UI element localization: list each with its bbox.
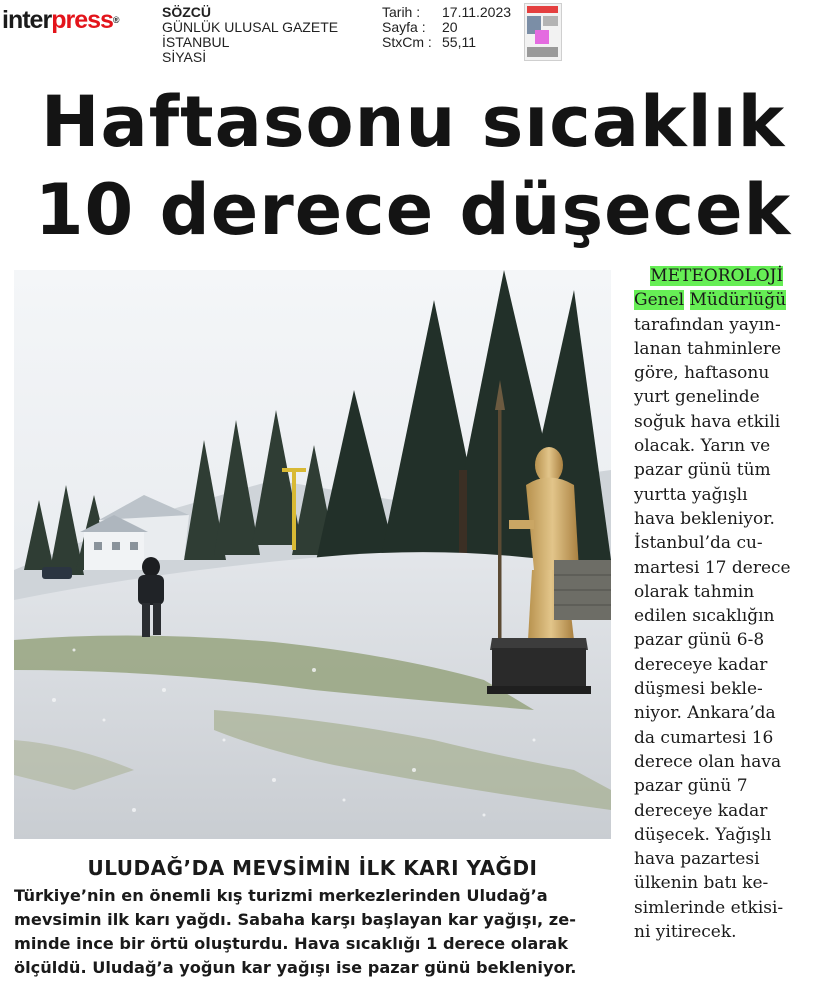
stxcm-label: StxCm : <box>382 34 432 50</box>
body-line: derece olan hava <box>634 751 782 772</box>
body-line: yurtta yağışlı <box>634 484 748 505</box>
body-line: tarafından yayın- <box>634 314 781 335</box>
body-line: simlerinde etkisi- <box>634 897 784 918</box>
highlight-mudurlugu: Müdürlüğü <box>689 290 787 311</box>
caption-line: ölçüldü. Uludağ’a yoğun kar yağışı ise pazar günü bekleniyor. <box>14 958 577 977</box>
body-line <box>634 264 819 288</box>
body-line: pazar günü 6-8 <box>634 630 765 651</box>
body-line <box>634 288 819 312</box>
stxcm-value: 55,11 <box>442 34 476 50</box>
page-value: 20 <box>442 19 458 35</box>
body-line: soğuk hava etkili <box>634 411 781 432</box>
page-row <box>382 20 511 35</box>
body-line: pazar günü 7 <box>634 776 748 797</box>
body-line: olacak. Yarın ve <box>634 436 771 457</box>
publication-city: İSTANBUL <box>162 34 230 50</box>
body-line: pazar günü tüm <box>634 460 771 481</box>
publication-section: SİYASİ <box>162 49 207 65</box>
publication-name: SÖZCÜ <box>162 4 211 20</box>
body-line: düşecek. Yağışlı <box>634 824 772 845</box>
body-line: düşmesi bekle- <box>634 679 763 700</box>
caption-line: minde ince bir örtü oluşturdu. Hava sıcaklığı 1 derece olarak <box>14 934 568 953</box>
headline-line-2: 10 derece düşecek <box>34 169 792 251</box>
logo-part-inter: inter <box>2 6 52 34</box>
body-line: ülkenin batı ke- <box>634 873 769 894</box>
body-line: dereceye kadar <box>634 800 768 821</box>
body-line: da cumartesi 16 <box>634 727 774 748</box>
page-thumbnail[interactable] <box>524 3 562 61</box>
photo-caption-title: ULUDAĞ’DA MEVSİMİN İLK KARI YAĞDI <box>87 856 538 880</box>
body-line: göre, haftasonu <box>634 363 770 384</box>
caption-line: Türkiye’nin en önemli kış turizmi merkezlerinden Uludağ’a <box>14 886 548 905</box>
body-line: yurt genelinde <box>634 387 760 408</box>
body-line: martesi 17 derece <box>634 557 791 578</box>
highlight-genel: Genel <box>634 290 685 311</box>
clipping-info <box>382 5 511 50</box>
publication-type: GÜNLÜK ULUSAL GAZETE <box>162 19 339 35</box>
body-line: ni yitirecek. <box>634 922 737 943</box>
body-line: niyor. Ankara’da <box>634 703 776 724</box>
logo-part-press: press <box>51 6 113 34</box>
body-line: lanan tahminlere <box>634 338 782 359</box>
body-line: hava pazartesi <box>634 849 760 870</box>
page-label: Sayfa : <box>382 19 426 35</box>
highlight-meteoroloji: METEOROLOJİ <box>650 266 784 286</box>
stxcm-row <box>382 35 511 50</box>
publication-info <box>162 5 338 65</box>
date-value: 17.11.2023 <box>442 4 512 20</box>
body-line: hava bekleniyor. <box>634 508 775 529</box>
body-line: edilen sıcaklığın <box>634 606 775 627</box>
interpress-logo <box>2 6 120 34</box>
article-photo <box>14 270 611 839</box>
headline-line-1: Haftasonu sıcaklık <box>40 81 786 163</box>
headline <box>8 78 818 254</box>
registered-mark: ® <box>112 15 120 25</box>
body-line: İstanbul’da cu- <box>634 533 763 554</box>
photo-caption-body <box>14 884 622 980</box>
date-label: Tarih : <box>382 4 421 20</box>
body-line: dereceye kadar <box>634 654 768 675</box>
date-row <box>382 5 511 20</box>
body-line: olarak tahmin <box>634 581 755 602</box>
article-body <box>634 264 819 944</box>
caption-line: mevsimin ilk karı yağdı. Sabaha karşı başlayan kar yağışı, ze- <box>14 910 576 929</box>
